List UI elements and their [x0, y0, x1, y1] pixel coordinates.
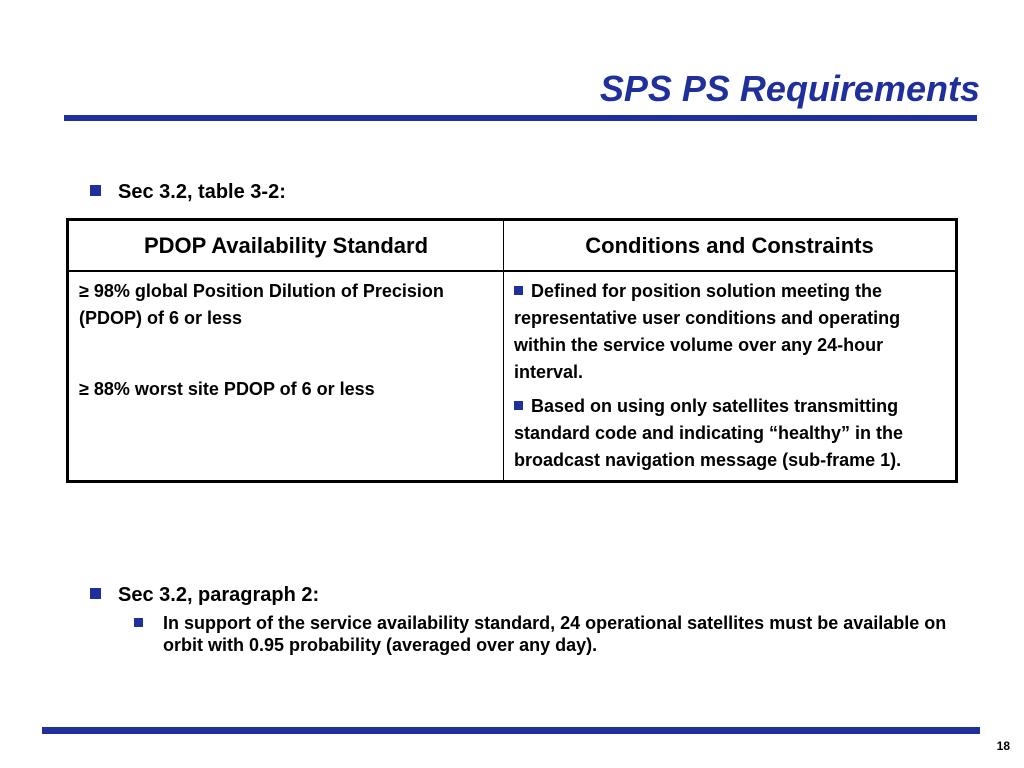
pdop-requirements-table [66, 218, 958, 483]
conditions-cell [504, 271, 957, 482]
column-header-pdop-standard: PDOP Availability Standard [68, 220, 504, 272]
condition-text: Defined for position solution meeting the representative user conditions and operating within the service volume over any 24-hour interval. [514, 281, 901, 382]
condition-item [514, 278, 947, 386]
bullet-table-reference [90, 181, 286, 204]
sub-bullet-satellite-availability [134, 612, 954, 656]
square-bullet-icon [514, 401, 523, 410]
footer-rule [42, 727, 980, 734]
condition-item [514, 393, 947, 474]
standards-cell [68, 271, 504, 482]
column-header-conditions: Conditions and Constraints [504, 220, 957, 272]
standard-worst-site-pdop: ≥ 88% worst site PDOP of 6 or less [79, 379, 375, 399]
slide-title: SPS PS Requirements [599, 68, 980, 109]
square-bullet-icon [134, 618, 143, 627]
square-bullet-icon [514, 286, 523, 295]
sub-bullet-text: In support of the service availability standard, 24 operational satellites must be available on orbit with 0.95 probability (averaged over any day). [163, 613, 947, 655]
title-underline [64, 115, 977, 121]
square-bullet-icon [90, 185, 101, 196]
bullet-paragraph-reference [90, 584, 319, 607]
table-row [68, 271, 957, 482]
bullet-text: Sec 3.2, table 3-2: [118, 181, 286, 203]
square-bullet-icon [90, 588, 101, 599]
table-header-row [68, 220, 957, 272]
bullet-text: Sec 3.2, paragraph 2: [118, 584, 320, 606]
standard-global-pdop: ≥ 98% global Position Dilution of Precision (PDOP) of 6 or less [79, 281, 444, 328]
cell-spacer [79, 332, 495, 376]
page-number: 18 [996, 739, 1010, 753]
condition-text: Based on using only satellites transmitting standard code and indicating “healthy” in the broadcast navigation message (sub-frame 1). [514, 396, 904, 470]
